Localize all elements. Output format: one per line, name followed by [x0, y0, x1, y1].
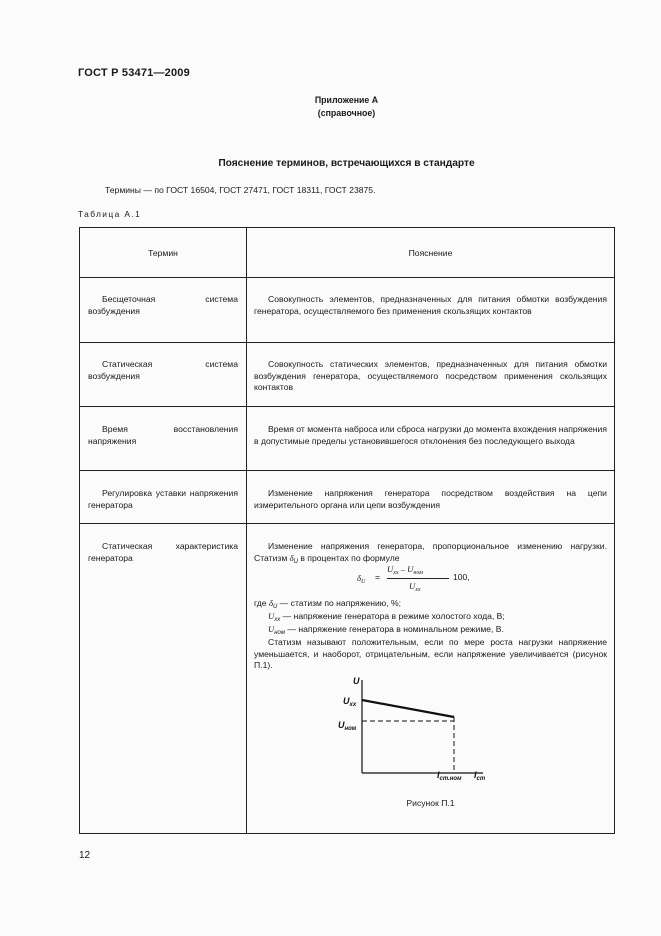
terms-table [79, 227, 615, 834]
y-axis-label: U [353, 676, 360, 686]
uxx-label: $U_{хх}$ [343, 696, 357, 708]
static-intro: Изменение напряжения генератора, пропорциональное изменению нагрузки. Статизм $\delta_U$ в процентах по формуле [254, 541, 607, 565]
row-divider [80, 342, 614, 343]
row-divider [80, 277, 614, 278]
table-row-term: Статическая характеристика генератора [88, 541, 238, 563]
characteristic-line [362, 700, 454, 717]
appendix-subtitle: (справочное) [317, 108, 376, 118]
legend-line: где $\delta_U$ — статизм по напряжению, %; [254, 598, 402, 610]
unom-label: $U_{ном}$ [338, 720, 357, 732]
legend-line: $U_{ном}$ — напряжение генератора в номинальном режиме, В. [268, 624, 504, 637]
table-row-term: Время восстановления напряжения [88, 424, 238, 446]
x-axis-label: $I_{ст}$ [474, 770, 486, 782]
table-row-term: Регулировка уставки напряжения генератора [88, 488, 238, 510]
static-characteristic-figure [333, 675, 493, 793]
section-heading: Пояснение терминов, встречающихся в стандарте [218, 158, 475, 169]
table-row-explanation: Время от момента наброса или сброса нагрузки до момента вхождения напряжения в допустимые пределы установившегося отклонения без последующего выхода [254, 424, 607, 446]
statism-note: Статизм называют положительным, если по мере роста нагрузки напряжение уменьшается, и наоборот, отрицательным, если напряжение увеличивается (рисунок П.1). [254, 637, 607, 671]
row-divider [80, 523, 614, 524]
table-row-explanation: Совокупность статических элементов, предназначенных для питания обмотки возбуждения генератора, осуществляемого посредством применения скользящих контактов [254, 359, 607, 393]
table-row-term: Бесщеточная система возбуждения [88, 294, 238, 316]
column-header-term: Термин [148, 248, 178, 258]
legend-line: $U_{хх}$ — напряжение генератора в режиме холостого хода, В; [268, 611, 505, 624]
table-row-explanation: Изменение напряжения генератора посредством воздействия на цепи измерительного органа или цепи возбуждения [254, 488, 607, 510]
document-code: ГОСТ Р 53471—2009 [78, 67, 190, 79]
terms-reference: Термины — по ГОСТ 16504, ГОСТ 27471, ГОСТ 18311, ГОСТ 23875. [105, 185, 376, 195]
column-divider [246, 228, 247, 833]
inom-label: $I_{ст.ном}$ [437, 770, 462, 782]
column-header-explanation: Пояснение [408, 248, 453, 258]
appendix-title: Приложение А [314, 95, 379, 105]
row-divider [80, 470, 614, 471]
fraction-bar [387, 578, 449, 579]
formula-legend [247, 598, 614, 672]
figure-caption: Рисунок П.1 [406, 798, 455, 808]
table-label: Таблица А.1 [78, 209, 142, 219]
table-row-explanation [247, 541, 614, 566]
page-number: 12 [79, 850, 91, 861]
row-divider [80, 406, 614, 407]
statism-formula: $\delta_U$ = $U_{хх} - U_{ном}$ $U_{хх}$ 100, [357, 564, 470, 593]
table-row-term: Статическая система возбуждения [88, 359, 238, 381]
table-row-explanation: Совокупность элементов, предназначенных для питания обмотки возбуждения генератора, осуществляемого без применения скользящих контактов [254, 294, 607, 316]
